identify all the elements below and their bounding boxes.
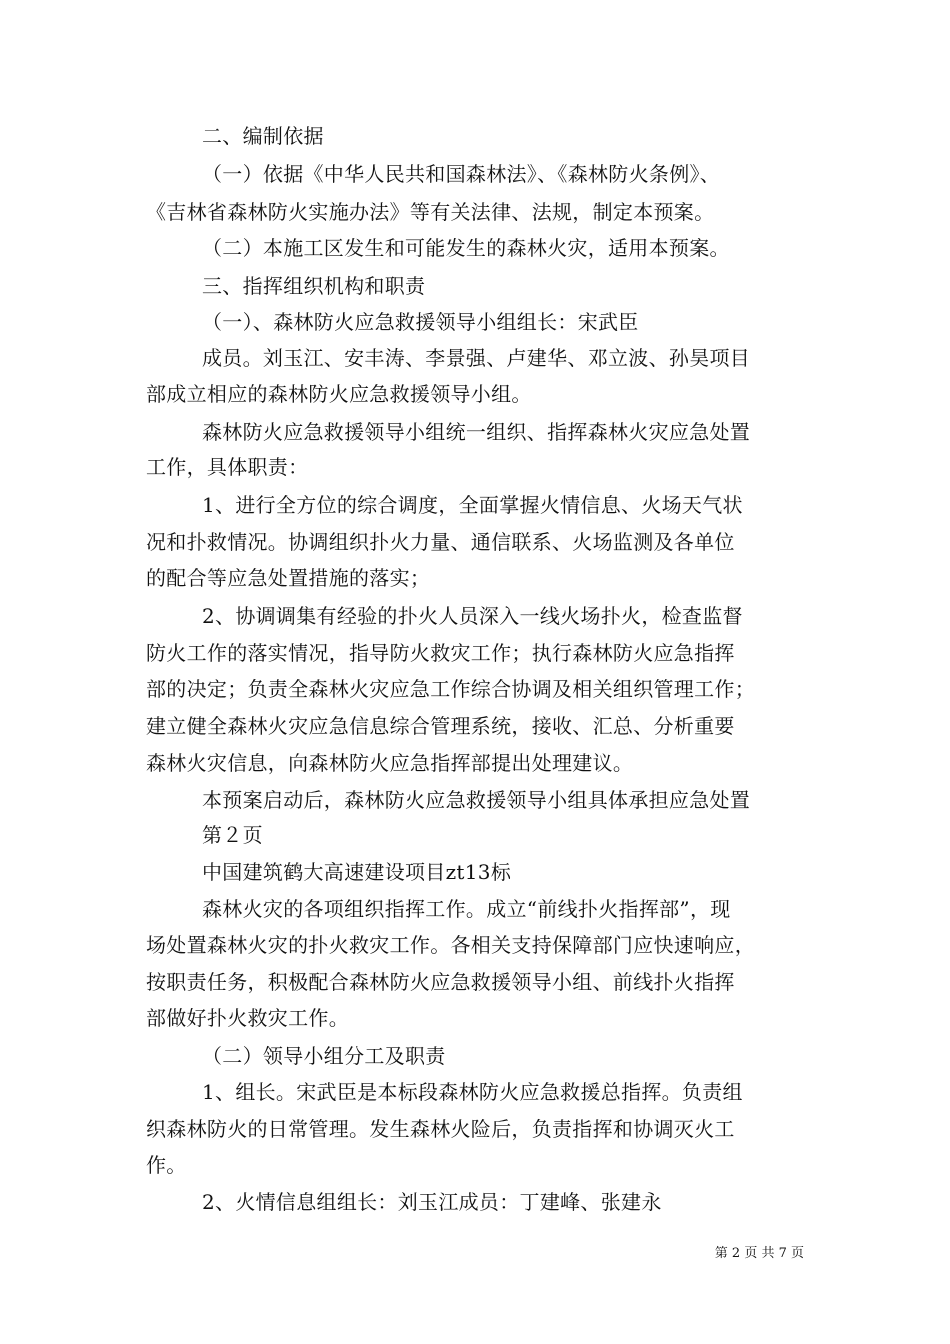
section-heading: 三、指挥组织机构和职责 <box>202 274 426 298</box>
paragraph-line: 森林火灾的各项组织指挥工作。成立“前线扑火指挥部”，现 <box>202 897 731 921</box>
paragraph-line: 《吉林省森林防火实施办法》等有关法律、法规，制定本预案。 <box>146 200 715 224</box>
paragraph-line: 场处置森林火灾的扑火救灾工作。各相关支持保障部门应快速响应， <box>146 933 755 957</box>
paragraph-line: 本预案启动后，森林防火应急救援领导小组具体承担应急处置 <box>202 788 751 812</box>
paragraph-line: 建立健全森林火灾应急信息综合管理系统，接收、汇总、分析重要 <box>146 714 735 738</box>
paragraph-line: 防火工作的落实情况，指导防火救灾工作；执行森林防火应急指挥 <box>146 641 735 665</box>
paragraph-line: 1、组长。宋武臣是本标段森林防火应急救援总指挥。负责组 <box>202 1080 743 1104</box>
project-header-line: 中国建筑鹤大高速建设项目zt13标 <box>202 860 512 884</box>
paragraph-line: 况和扑救情况。协调组织扑火力量、通信联系、火场监测及各单位 <box>146 530 735 554</box>
paragraph-line: 2、协调调集有经验的扑火人员深入一线火场扑火，检查监督 <box>202 604 743 628</box>
paragraph-line: 成员。刘玉江、安丰涛、李景强、卢建华、邓立波、孙昊项目 <box>202 346 751 370</box>
paragraph-line: 作。 <box>146 1153 187 1177</box>
inline-page-marker: 第２页 <box>202 823 263 847</box>
paragraph-line: 织森林防火的日常管理。发生森林火险后，负责指挥和协调灭火工 <box>146 1117 735 1141</box>
section-heading: （二）领导小组分工及职责 <box>202 1044 446 1068</box>
paragraph-line: 1、进行全方位的综合调度，全面掌握火情信息、火场天气状 <box>202 493 743 517</box>
paragraph-line: 森林防火应急救援领导小组统一组织、指挥森林火灾应急处置 <box>202 420 751 444</box>
paragraph-line: 部做好扑火救灾工作。 <box>146 1006 349 1030</box>
section-heading: 二、编制依据 <box>202 124 324 148</box>
paragraph-line: （一）、森林防火应急救援领导小组组长：宋武臣 <box>202 310 639 334</box>
paragraph-line: 部的决定；负责全森林火灾应急工作综合协调及相关组织管理工作； <box>146 677 755 701</box>
paragraph-line: （一）依据《中华人民共和国森林法》、《森林防火条例》、 <box>202 162 721 186</box>
paragraph-line: 按职责任务，积极配合森林防火应急救援领导小组、前线扑火指挥 <box>146 970 735 994</box>
paragraph-line: 工作，具体职责： <box>146 455 309 479</box>
page-footer: 第 2 页 共 7 页 <box>714 1246 804 1261</box>
paragraph-line: 部成立相应的森林防火应急救援领导小组。 <box>146 382 532 406</box>
paragraph-line: （二）本施工区发生和可能发生的森林火灾，适用本预案。 <box>202 236 730 260</box>
paragraph-line: 2、火情信息组组长：刘玉江成员：丁建峰、张建永 <box>202 1190 662 1214</box>
paragraph-line: 森林火灾信息，向森林防火应急指挥部提出处理建议。 <box>146 751 634 775</box>
paragraph-line: 的配合等应急处置措施的落实； <box>146 566 431 590</box>
